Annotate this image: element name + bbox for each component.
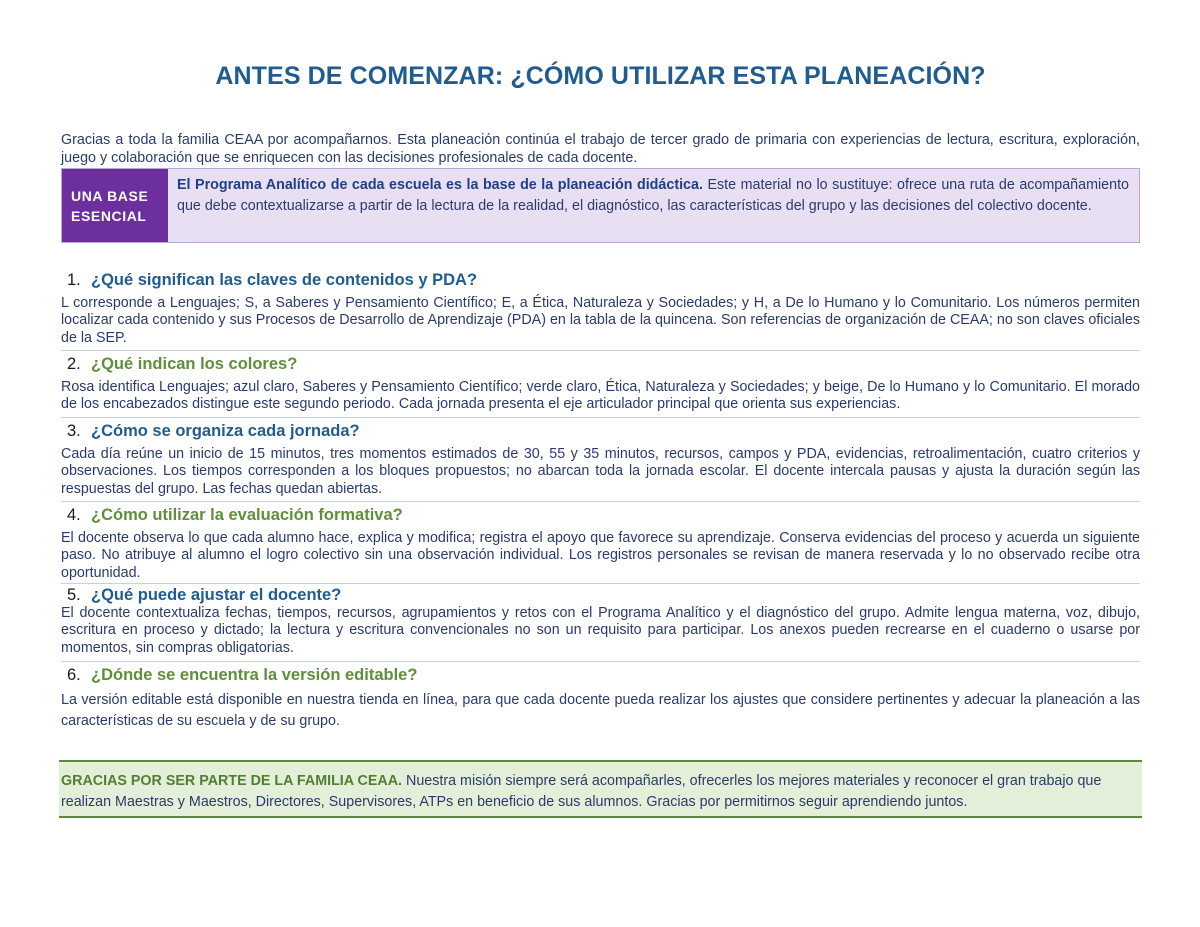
faq-question-text-2: ¿Qué indican los colores? <box>91 355 298 373</box>
section-divider <box>61 350 1140 351</box>
faq-question-3 <box>61 421 1140 441</box>
section-divider <box>61 501 1140 502</box>
faq-question-text-1: ¿Qué significan las claves de contenidos y PDA? <box>91 271 478 289</box>
faq-question-6 <box>61 665 1140 685</box>
section-divider <box>61 661 1140 662</box>
faq-number-5: 5. <box>67 586 81 604</box>
faq-question-1 <box>61 270 1140 290</box>
faq-answer-1: L corresponde a Lenguajes; S, a Saberes y Pensamiento Científico; E, a Ética, Naturaleza y Sociedades; y H, a De lo Humano y lo Comunitario. Los números permiten localizar cada contenido y sus Procesos de Desarrollo de Aprendizaje (PDA) en la tabla de la quincena. Son referencias de organización de CEAA; no son claves oficiales de la SEP. <box>61 295 1140 346</box>
faq-number-3: 3. <box>67 422 81 440</box>
faq-question-text-5: ¿Qué puede ajustar el docente? <box>91 586 342 604</box>
closing-text: Nuestra misión siempre será acompañarles, ofrecerles los mejores materiales y reconocer el gran trabajo que realizan Maestras y Maestros, Directores, Supervisores, ATPs en beneficio de sus alumnos. Gracias por permitirnos seguir aprendiendo juntos. <box>61 773 1102 810</box>
closing-banner <box>59 760 1142 818</box>
faq-question-text-6: ¿Dónde se encuentra la versión editable? <box>91 666 418 684</box>
faq-section-2 <box>61 354 1140 414</box>
faq-answer-2: Rosa identifica Lenguajes; azul claro, Saberes y Pensamiento Científico; verde claro, Ética, Naturaleza y Sociedades; y beige, De lo Humano y lo Comunitario. El morado de los encabezados distingue este segundo periodo. Cada jornada presenta el eje articulador principal que orienta sus experiencias. <box>61 379 1140 413</box>
faq-answer-5: El docente contextualiza fechas, tiempos, recursos, agrupamientos y retos con el Programa Analítico y el diagnóstico del grupo. Admite lengua materna, voz, dibujo, escritura en proceso y dictado; la lectura y escritura convencionales no son un requisito para participar. Los anexos pueden recrearse en el cuaderno o usarse por momentos, sin compras obligatorias. <box>61 605 1140 656</box>
faq-question-4 <box>61 505 1140 525</box>
faq-section-5 <box>61 585 1140 657</box>
section-divider <box>61 417 1140 418</box>
faq-number-4: 4. <box>67 506 81 524</box>
page-title: ANTES DE COMENZAR: ¿CÓMO UTILIZAR ESTA PLANEACIÓN? <box>215 62 986 90</box>
faq-answer-6: La versión editable está disponible en nuestra tienda en línea, para que cada docente pueda realizar los ajustes que considere pertinentes y adecuar la planeación a las características de su escuela y de su grupo. <box>61 692 1140 729</box>
section-divider <box>61 583 1140 584</box>
faq-section-4 <box>61 505 1140 582</box>
base-callout <box>61 168 1140 243</box>
base-callout-body: Este material no lo sustituye: ofrece una ruta de acompañamiento que debe contextualizarse a partir de la lectura de la realidad, el diagnóstico, las características del grupo y las decisiones del colectivo docente. <box>177 177 1129 214</box>
faq-question-2 <box>61 354 1140 374</box>
faq-section-6 <box>61 665 1140 732</box>
faq-number-1: 1. <box>67 271 81 289</box>
intro-paragraph: Gracias a toda la familia CEAA por acompañarnos. Esta planeación continúa el trabajo de tercer grado de primaria con experiencias de lectura, escritura, exploración, juego y colaboración que se enriquecen con las decisiones profesionales de cada docente. <box>61 132 1140 166</box>
base-callout-bold: El Programa Analítico de cada escuela es la base de la planeación didáctica. <box>177 177 703 193</box>
faq-section-1 <box>61 270 1140 347</box>
faq-question-text-4: ¿Cómo utilizar la evaluación formativa? <box>91 506 403 524</box>
faq-section-3 <box>61 421 1140 498</box>
faq-question-5 <box>61 585 1140 605</box>
faq-number-6: 6. <box>67 666 81 684</box>
base-callout-label: UNA BASE ESENCIAL <box>62 169 168 242</box>
closing-bold: GRACIAS POR SER PARTE DE LA FAMILIA CEAA. <box>61 773 403 789</box>
faq-answer-3: Cada día reúne un inicio de 15 minutos, tres momentos estimados de 30, 55 y 35 minutos, recursos, campos y PDA, evidencias, retroalimentación, cuatro criterios y observaciones. Los tiempos corresponden a los bloques propuestos; no abarcan toda la jornada escolar. El docente intercala pausas y ajusta la duración según las respuestas del grupo. Las fechas quedan abiertas. <box>61 446 1140 497</box>
base-callout-text <box>168 169 1139 242</box>
faq-question-text-3: ¿Cómo se organiza cada jornada? <box>91 422 360 440</box>
faq-number-2: 2. <box>67 355 81 373</box>
faq-answer-4: El docente observa lo que cada alumno hace, explica y modifica; registra el apoyo que favorece su aprendizaje. Conserva evidencias del proceso y acuerda un siguiente paso. No atribuye al alumno el logro colectivo sin una observación individual. Los registros personales se revisan de manera reservada y lo no observado recibe otra oportunidad. <box>61 530 1140 581</box>
planning-page <box>59 0 1142 927</box>
